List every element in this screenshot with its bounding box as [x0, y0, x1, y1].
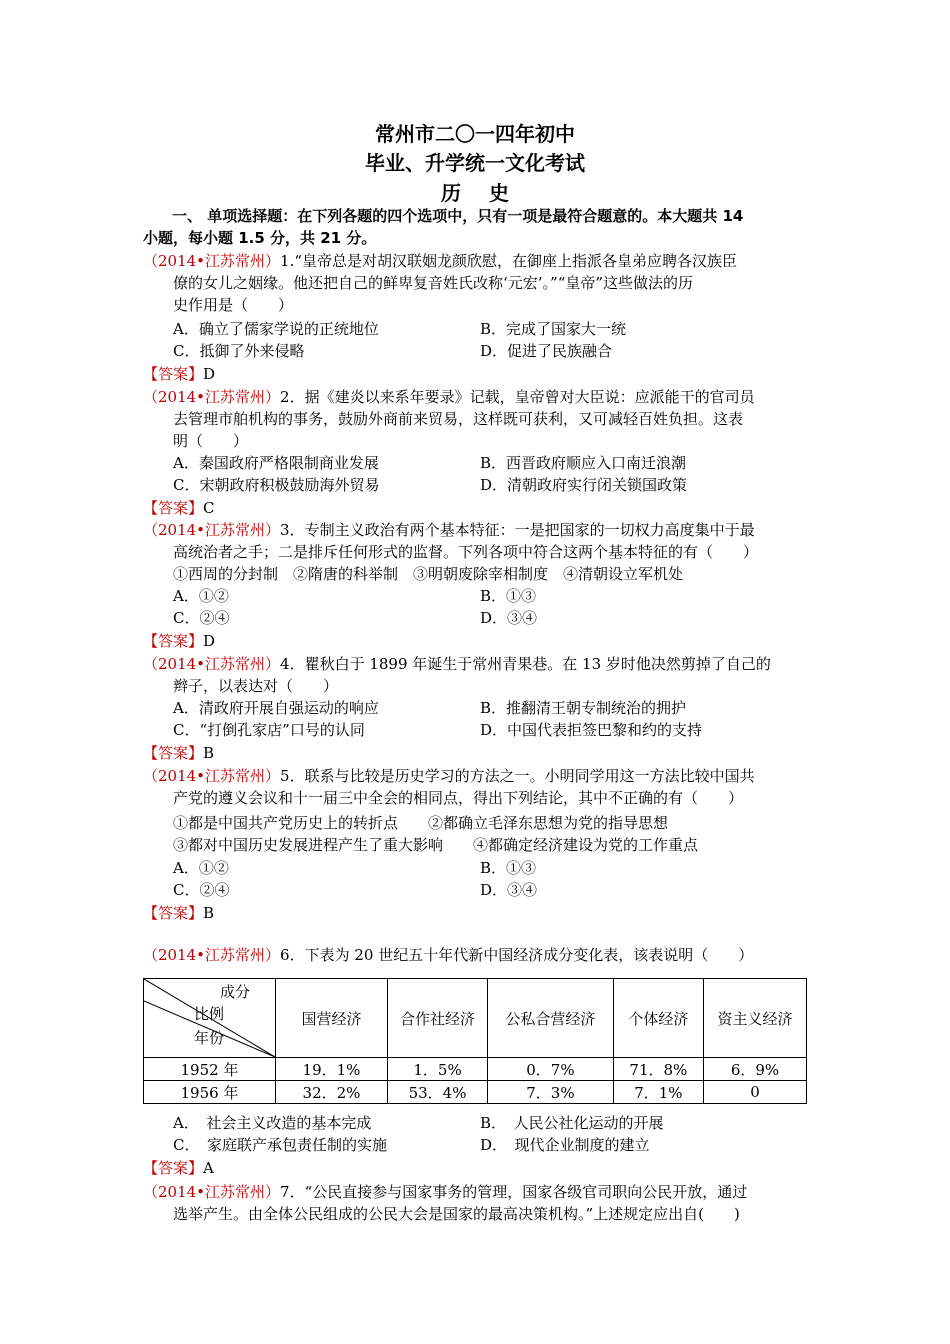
exam-title-line1: 常州市二〇一四年初中: [375, 122, 575, 146]
corner-label-year: 年份: [194, 1029, 225, 1047]
column-header: 合作社经济: [387, 979, 487, 1058]
option-b: B．西晋政府顺应入口南迁浪潮: [480, 454, 687, 472]
answer-label: 【答案】: [143, 744, 204, 762]
option-a: A．清政府开展自强运动的响应: [173, 699, 379, 717]
section-heading-line1: 一、 单项选择题：在下列各题的四个选项中，只有一项是最符合题意的。本大题共 14: [172, 207, 744, 225]
question-stem: 5．联系与比较是历史学习的方法之一。小明同学用这一方法比较中国共: [280, 767, 755, 785]
question-stem: 1.“皇帝总是对胡汉联姻龙颜欣慰，在御座上指派各皇弟应聘各汉族臣: [280, 252, 738, 270]
question-stem: 去管理市舶机构的事务，鼓励外商前来贸易，这样既可获利，又可减轻百姓负担。这表: [173, 410, 744, 428]
question-stem: 僚的女儿之姻缘。他还把自己的鲜卑复音姓氏改称‘元宏’。”“皇帝”这些做法的历: [173, 274, 694, 292]
answer-label: 【答案】: [143, 365, 204, 383]
question-stem: 高统治者之手；二是排斥任何形式的监督。下列各项中符合这两个基本特征的有（ ）: [173, 543, 759, 561]
question-stem: ①西周的分封制 ②隋唐的科举制 ③明朝废除宰相制度 ④清朝设立军机处: [173, 565, 684, 583]
answer-label: 【答案】: [143, 632, 204, 650]
question-stem: ①都是中国共产党历史上的转折点 ②都确立毛泽东思想为党的指导思想: [173, 814, 669, 832]
option-b: B．完成了国家大一统: [480, 320, 627, 338]
question-stem: 3．专制主义政治有两个基本特征：一是把国家的一切权力高度集中于最: [280, 521, 755, 539]
table-cell: 0: [704, 1081, 807, 1104]
answer-value: B: [203, 744, 215, 762]
question-source: （2014•江苏常州）: [143, 655, 281, 673]
table-cell: 32．2%: [276, 1081, 388, 1104]
table-corner-cell: [144, 979, 276, 1058]
option-a: A．①②: [173, 859, 229, 877]
row-year: 1952 年: [144, 1058, 276, 1081]
question-source: （2014•江苏常州）: [143, 521, 281, 539]
row-year: 1956 年: [144, 1081, 276, 1104]
option-d: D．中国代表拒签巴黎和约的支持: [480, 721, 703, 739]
option-a: A．①②: [173, 587, 229, 605]
corner-label-component: 成分: [220, 983, 251, 1001]
table-header-row: [144, 979, 807, 1058]
answer-value: D: [203, 365, 216, 383]
question-source: （2014•江苏常州）: [143, 767, 281, 785]
column-header: 公私合营经济: [488, 979, 614, 1058]
table-cell: 19．1%: [276, 1058, 388, 1081]
table-cell: 0．7%: [488, 1058, 614, 1081]
question-stem: 6．下表为 20 世纪五十年代新中国经济成分变化表，该表说明（ ）: [280, 946, 754, 964]
answer-value: D: [203, 632, 216, 650]
option-c: C．宋朝政府积极鼓励海外贸易: [173, 476, 380, 494]
question-stem: ③都对中国历史发展进程产生了重大影响 ④都确定经济建设为党的工作重点: [173, 836, 699, 854]
answer-label: 【答案】: [143, 499, 204, 517]
table-cell: 7．1%: [613, 1081, 703, 1104]
option-c: C．抵御了外来侵略: [173, 342, 305, 360]
question-stem: 史作用是（ ）: [173, 296, 294, 314]
option-c: C． 家庭联产承包责任制的实施: [173, 1136, 387, 1154]
option-d: D． 现代企业制度的建立: [480, 1136, 650, 1154]
option-b: B． 人民公社化运动的开展: [480, 1114, 664, 1132]
question-source: （2014•江苏常州）: [143, 252, 281, 270]
subject-title: 历史: [441, 181, 537, 205]
option-a: A．秦国政府严格限制商业发展: [173, 454, 379, 472]
table-cell: 1．5%: [387, 1058, 487, 1081]
question-stem: 选举产生。由全体公民组成的公民大会是国家的最高决策机构。”上述规定应出自( ): [173, 1205, 740, 1223]
corner-label-ratio: 比例: [194, 1005, 225, 1023]
section-heading-line2: 小题，每小题 1.5 分，共 21 分。: [143, 229, 377, 247]
table-row: [144, 1058, 807, 1081]
column-header: 个体经济: [613, 979, 703, 1058]
question-source: （2014•江苏常州）: [143, 946, 281, 964]
column-header: 国营经济: [276, 979, 388, 1058]
table-cell: 71．8%: [613, 1058, 703, 1081]
option-b: B．①③: [480, 587, 537, 605]
exam-title-line2: 毕业、升学统一文化考试: [365, 151, 585, 175]
question-stem: 2．据《建炎以来系年要录》记载，皇帝曾对大臣说：应派能干的官司员: [280, 388, 755, 406]
option-d: D．③④: [480, 609, 538, 627]
question-stem: 7．“公民直接参与国家事务的管理，国家各级官司职向公民开放，通过: [280, 1183, 748, 1201]
question-stem: 明（ ）: [173, 432, 249, 450]
question-stem: 辫子，以表达对（ ）: [173, 677, 339, 695]
option-a: A．确立了儒家学说的正统地位: [173, 320, 379, 338]
answer-value: A: [203, 1159, 214, 1177]
table-cell: 53．4%: [387, 1081, 487, 1104]
question-source: （2014•江苏常州）: [143, 388, 281, 406]
option-b: B．推翻清王朝专制统治的拥护: [480, 699, 687, 717]
table-cell: 6．9%: [704, 1058, 807, 1081]
table-cell: 7．3%: [488, 1081, 614, 1104]
option-a: A． 社会主义改造的基本完成: [173, 1114, 372, 1132]
table-row: [144, 1081, 807, 1104]
answer-value: B: [203, 904, 215, 922]
answer-value: C: [203, 499, 215, 517]
answer-label: 【答案】: [143, 904, 204, 922]
option-c: C．“打倒孔家店”口号的认同: [173, 721, 365, 739]
answer-label: 【答案】: [143, 1159, 204, 1177]
column-header: 资主义经济: [704, 979, 807, 1058]
economy-table: [143, 978, 807, 1104]
question-stem: 4．瞿秋白于 1899 年诞生于常州青果巷。在 13 岁时他决然剪掉了自己的: [280, 655, 771, 673]
question-source: （2014•江苏常州）: [143, 1183, 281, 1201]
option-d: D．促进了民族融合: [480, 342, 613, 360]
option-b: B．①③: [480, 859, 537, 877]
question-stem: 产党的遵义会议和十一届三中全会的相同点，得出下列结论，其中不正确的有（ ）: [173, 789, 744, 807]
option-c: C．②④: [173, 881, 230, 899]
option-d: D．③④: [480, 881, 538, 899]
option-c: C．②④: [173, 609, 230, 627]
option-d: D．清朝政府实行闭关锁国政策: [480, 476, 688, 494]
